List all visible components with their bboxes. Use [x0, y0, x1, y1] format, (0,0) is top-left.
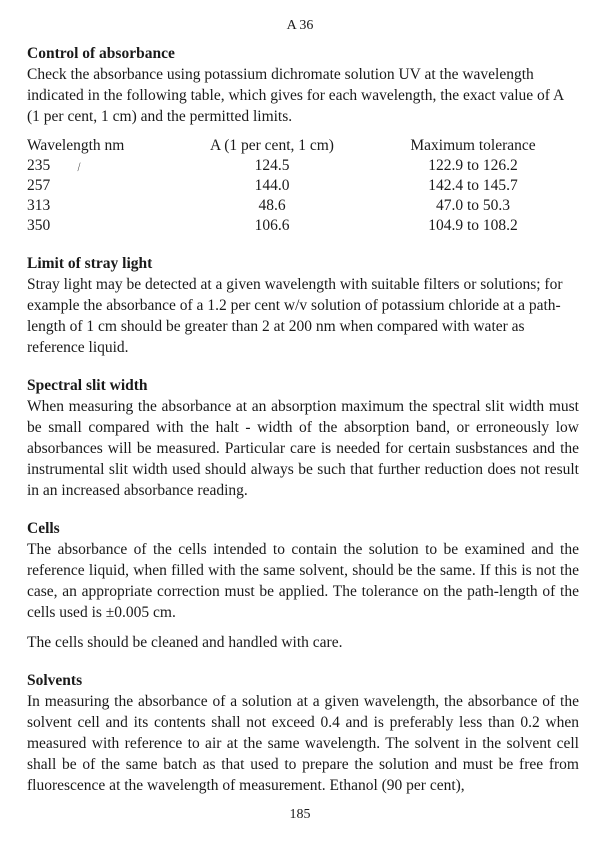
- column-header-absorbance: A (1 per cent, 1 cm): [210, 137, 334, 154]
- table-cell-absorbance: 106.6: [254, 217, 290, 235]
- table-cell-absorbance: 144.0: [254, 177, 290, 195]
- section-cells: [27, 518, 579, 653]
- table-cell-tolerance: 47.0 to 50.3: [435, 197, 511, 215]
- wavelength-value: 235: [27, 157, 51, 174]
- table-row: [27, 216, 579, 236]
- table-row: [27, 156, 579, 176]
- section-body: When measuring the absorbance at an absorption maximum the spectral slit width must be small compared with the halt - width of the absorption band, or erroneously low absorbances will be measured. Particular care is needed for certain susbstances and the instrumental slit width used should always be such that further reduction does not result in an increased absorbance reading.: [27, 398, 579, 500]
- column-header-wavelength: Wavelength nm: [27, 137, 125, 154]
- table-row: [27, 196, 579, 216]
- section-solvents: [27, 670, 579, 796]
- section-title: Spectral slit width: [27, 377, 148, 395]
- page-content: [27, 43, 579, 796]
- table-cell-absorbance: 124.5: [254, 157, 290, 175]
- section-spectral-slit-width: [27, 375, 579, 501]
- pen-mark-icon: ⁄: [76, 161, 83, 174]
- section-title: Control of absorbance: [27, 45, 175, 62]
- absorbance-table: [27, 136, 579, 236]
- section-title: Limit of stray light: [27, 255, 153, 273]
- table-cell-wavelength: 350: [27, 217, 51, 235]
- section-control-of-absorbance: [27, 43, 579, 127]
- section-body-secondary: The cells should be cleaned and handled with care.: [27, 634, 343, 652]
- table-row: [27, 176, 579, 196]
- section-title: Solvents: [27, 672, 83, 690]
- column-header-tolerance: Maximum tolerance: [410, 137, 536, 154]
- section-limit-of-stray-light: [27, 253, 579, 358]
- table-cell-wavelength: 313: [27, 197, 51, 215]
- table-cell-tolerance: 104.9 to 108.2: [428, 217, 518, 235]
- table-cell-wavelength: [27, 156, 177, 176]
- section-body: The absorbance of the cells intended to contain the solution to be examined and the reference liquid, when filled with the same solvent, should be the same. If this is not the case, an appropriate correction must be applied. The tolerance on the path-length of the cells used is ±0.005 cm.: [27, 541, 579, 622]
- table-cell-wavelength: 257: [27, 177, 51, 195]
- table-cell-tolerance: 122.9 to 126.2: [428, 157, 518, 175]
- section-body: In measuring the absorbance of a solution at a given wavelength, the absorbance of the solvent cell and its contents shall not exceed 0.4 and is preferably less than 0.2 when measured with reference to air at the same wavelength. The solvent in the solvent cell shall be of the same batch as that used to prepare the solution and must be free from fluorescence at the wavelength of measurement. Ethanol (90 per cent),: [27, 693, 579, 795]
- page-header-label: A 36: [286, 18, 314, 33]
- table-cell-absorbance: 48.6: [258, 197, 286, 215]
- table-cell-tolerance: 142.4 to 145.7: [428, 177, 518, 195]
- section-body: Stray light may be detected at a given wavelength with suitable filters or solutions; for example the absorbance of a 1.2 per cent w/v solution of potassium chloride at a path-length of 1 cm should be greater than 2 at 200 nm when compared with water as reference liquid.: [27, 276, 563, 357]
- section-body: Check the absorbance using potassium dichromate solution UV at the wavelength indicated in the following table, which gives for each wavelength, the exact value of A (1 per cent, 1 cm) and the permitted limits.: [27, 66, 564, 125]
- section-title: Cells: [27, 520, 60, 538]
- page-number: 185: [289, 807, 311, 822]
- table-header-row: [27, 136, 579, 156]
